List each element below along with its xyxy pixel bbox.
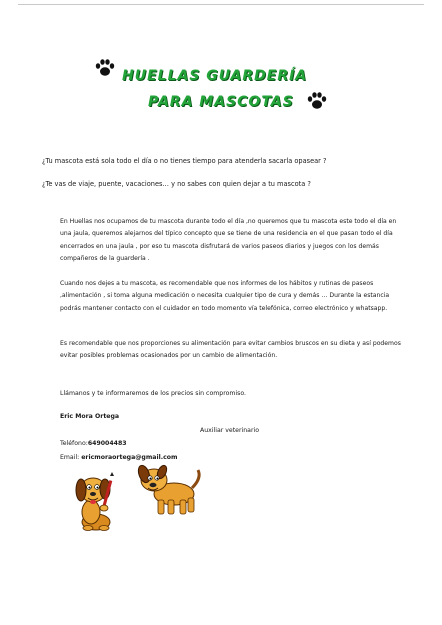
paw-print-icon — [306, 91, 328, 111]
email-address: ericmoraortega@gmail.com — [81, 454, 178, 461]
paragraph-food: Es recomendable que nos proporciones su alimentación para evitar cambios bruscos en su dieta y así podemos evitar posibles problemas ocasionados por un cambio de alimentación. — [60, 340, 401, 360]
title-line-1: HUELLAS GUARDERÍA — [122, 68, 308, 84]
cartoon-dog-brush-icon — [66, 462, 128, 532]
phone-number: 649004483 — [87, 440, 127, 447]
title-line-2: PARA MASCOTAS — [148, 94, 294, 110]
cartoon-dog-icon — [136, 462, 206, 520]
question-2: ¿Te vas de viaje, puente, vacaciones… y no sabes con quien dejar a tu mascota ? — [42, 180, 311, 188]
paw-print-icon — [94, 58, 116, 78]
question-1: ¿Tu mascota está sola todo el día o no tienes tiempo para atenderla sacarla opasear ? — [42, 157, 327, 165]
contact-phone — [60, 440, 127, 447]
scan-edge-line — [18, 4, 424, 5]
phone-label: Teléfono: — [60, 440, 88, 447]
email-label: Email: — [60, 454, 82, 461]
contact-name: Eric Mora Ortega — [60, 413, 120, 420]
paragraph-care: Cuando nos dejes a tu mascota, es recomendable que nos informes de los hábitos y rutinas de paseos ,alimentación , si toma alguna medicación o necesita cualquier tipo de cura y demás … Durante la estancia podrás mantener contacto con el cuidador en todo momento vía telefónica, correo electrónico y whatsapp. — [60, 280, 390, 312]
closing-text: Llámanos y te informaremos de los precios sin compromiso. — [60, 390, 246, 397]
contact-email — [60, 454, 177, 461]
contact-role: Auxiliar veterinario — [200, 427, 260, 434]
paragraph-intro: En Huellas nos ocupamos de tu mascota durante todo el día ,no queremos que tu mascota este todo el día en una jaula, queremos alejarnos del típico concepto que se tiene de una residencia en el que pasan todo el día encerrados en una jaula , por eso tu mascota disfrutará de varios paseos diarios y juegos con los demás compañeros de la guardería . — [60, 218, 397, 262]
